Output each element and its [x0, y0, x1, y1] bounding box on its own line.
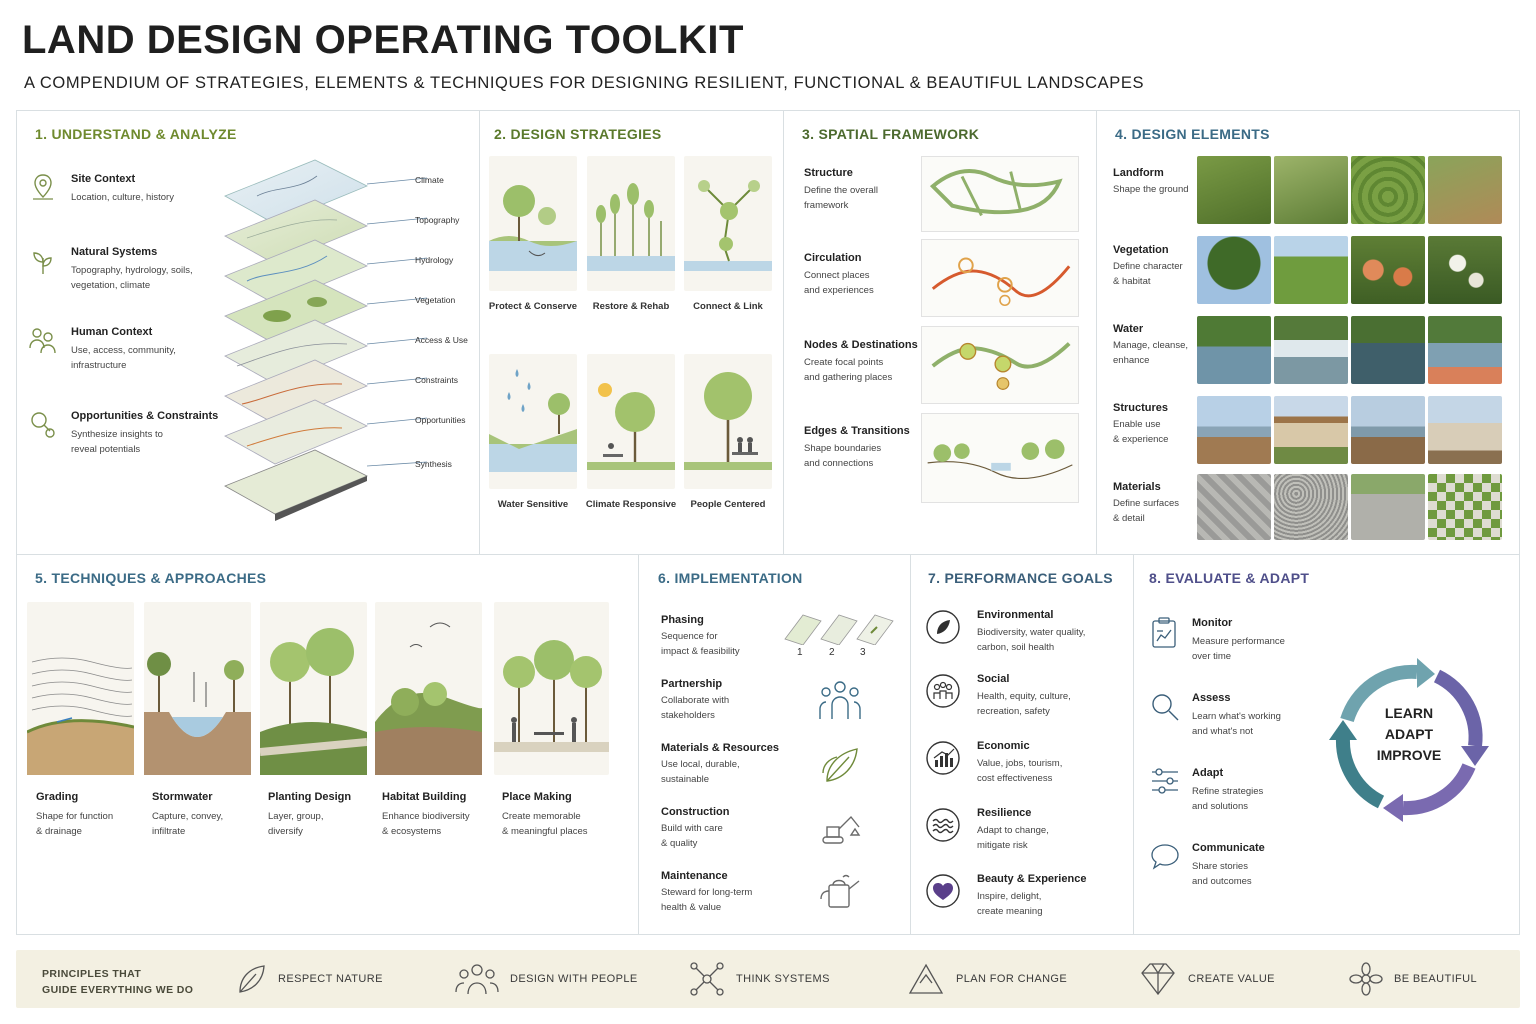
- strategy-card-protect: [489, 156, 577, 291]
- item-desc: and what's not: [1192, 726, 1253, 737]
- materials-photo: [1351, 474, 1425, 540]
- element-item: [1113, 481, 1179, 526]
- landform-photo: [1428, 156, 1502, 224]
- item-desc: Location, culture, history: [71, 192, 174, 203]
- item-desc: Sequence for: [661, 631, 718, 642]
- item-desc: recreation, safety: [977, 706, 1050, 717]
- principle-be-beautiful: [1348, 950, 1477, 1008]
- footer-lead: [42, 966, 193, 998]
- materials-photo: [1197, 474, 1271, 540]
- layer-opportunities: [225, 400, 367, 464]
- item-desc: & ecosystems: [382, 826, 442, 837]
- item-title: Phasing: [661, 614, 704, 626]
- footer-lead-line: PRINCIPLES THAT: [42, 968, 142, 980]
- item-desc: enhance: [1113, 355, 1150, 366]
- item-desc: vegetation, climate: [71, 280, 151, 291]
- item-title: Construction: [661, 806, 730, 818]
- leaf-resources-icon: [819, 743, 863, 785]
- implementation-item: [661, 678, 729, 723]
- technique-card-placemaking: [494, 602, 609, 775]
- strategy-card-connect: [684, 156, 772, 291]
- item-desc: over time: [1192, 651, 1232, 662]
- waves-icon: [925, 807, 961, 843]
- vegetation-photo: [1197, 236, 1271, 304]
- item-title: Nodes & Destinations: [804, 339, 918, 351]
- item-title: Monitor: [1192, 617, 1233, 629]
- item-desc: & drainage: [36, 826, 82, 837]
- panel-techniques-approaches: [16, 554, 639, 935]
- item-title: Landform: [1113, 167, 1164, 179]
- panel-design-strategies: [479, 110, 784, 555]
- item-title: Structures: [1113, 402, 1169, 414]
- item-title: Assess: [1192, 692, 1231, 704]
- item-desc: impact & feasibility: [661, 646, 740, 657]
- technique-card-grading: [27, 602, 134, 775]
- strategy-card-people: [684, 354, 772, 489]
- implementation-item: [661, 806, 729, 851]
- water-photo: [1274, 316, 1348, 384]
- panel-title: 5. TECHNIQUES & APPROACHES: [35, 570, 267, 586]
- footer-lead-line: GUIDE EVERYTHING WE DO: [42, 984, 194, 996]
- panel-title: 6. IMPLEMENTATION: [658, 570, 803, 586]
- strategy-label: Water Sensitive: [497, 499, 569, 510]
- item-desc: Measure performance: [1192, 636, 1285, 647]
- technique-card-habitat: [375, 602, 482, 775]
- construction-excavator-icon: [819, 807, 863, 849]
- item-title: Edges & Transitions: [804, 425, 910, 437]
- technique-item: [382, 791, 470, 839]
- heart-icon: [925, 873, 961, 909]
- edges-diagram: [921, 413, 1079, 503]
- item-desc: infiltrate: [152, 826, 186, 837]
- panel-understand-analyze: [16, 110, 480, 555]
- item-title: Economic: [977, 740, 1030, 752]
- placemaking-sketch: [494, 602, 609, 775]
- triangle-cycle-icon: [906, 961, 946, 997]
- nodes-diagram: [921, 326, 1079, 404]
- sliders-icon: [1150, 767, 1180, 795]
- item-title: Beauty & Experience: [977, 873, 1087, 885]
- item-desc: Health, equity, culture,: [977, 691, 1071, 702]
- page-subtitle: A COMPENDIUM OF STRATEGIES, ELEMENTS & TECHNIQUES FOR DESIGNING RESILIENT, FUNCTIONAL & BEAUTIFUL LANDSCAPES: [24, 74, 1145, 92]
- item-desc: Create focal points: [804, 357, 884, 368]
- item-desc: & meaningful places: [502, 826, 588, 837]
- item-desc: Learn what's working: [1192, 711, 1281, 722]
- item-desc: and experiences: [804, 285, 874, 296]
- element-item: [1113, 402, 1168, 447]
- habitat-sketch: [375, 602, 482, 775]
- magnifier-icon: [1150, 692, 1180, 722]
- search-insight-icon: [27, 408, 59, 440]
- water-photo: [1428, 316, 1502, 384]
- people-tree-sketch: [684, 354, 772, 489]
- item-desc: Layer, group,: [268, 811, 324, 822]
- item-desc: framework: [804, 200, 849, 211]
- leaf-outline-icon: [234, 962, 268, 996]
- wetland-planting-sketch: [587, 156, 675, 291]
- panel-implementation: [638, 554, 911, 935]
- principle-label: RESPECT NATURE: [278, 973, 383, 985]
- item-title: Habitat Building: [382, 791, 467, 803]
- speech-bubble-icon: [1150, 842, 1180, 872]
- item-desc: mitigate risk: [977, 840, 1028, 851]
- item-desc: Create memorable: [502, 811, 581, 822]
- technique-item: [36, 791, 113, 839]
- element-item: [1113, 323, 1188, 368]
- item-desc: Topography, hydrology, soils,: [71, 265, 193, 276]
- item-title: Maintenance: [661, 870, 728, 882]
- people-icon: [27, 324, 59, 356]
- structures-photo: [1197, 396, 1271, 464]
- network-sketch: [684, 156, 772, 291]
- technique-item: [152, 791, 223, 839]
- materials-photo: [1428, 474, 1502, 540]
- technique-card-planting: [260, 602, 367, 775]
- strategy-card-climate: [587, 354, 675, 489]
- landform-photo: [1351, 156, 1425, 224]
- structures-photo: [1351, 396, 1425, 464]
- item-desc: cost effectiveness: [977, 773, 1053, 784]
- item-title: Materials & Resources: [661, 742, 779, 754]
- item-desc: diversify: [268, 826, 303, 837]
- landform-photo: [1197, 156, 1271, 224]
- technique-item: [502, 791, 588, 839]
- strategy-label: Protect & Conserve: [488, 301, 578, 312]
- item-desc: carbon, soil health: [977, 642, 1055, 653]
- principle-respect-nature: [234, 950, 383, 1008]
- panel-title: 8. EVALUATE & ADAPT: [1149, 570, 1310, 586]
- principle-label: BE BEAUTIFUL: [1394, 973, 1478, 985]
- vegetation-photo: [1428, 236, 1502, 304]
- bar-chart-icon: [925, 740, 961, 776]
- item-desc: Synthesize insights to: [71, 429, 163, 440]
- item-title: Communicate: [1192, 842, 1265, 854]
- vegetation-photo: [1351, 236, 1425, 304]
- water-photo: [1197, 316, 1271, 384]
- item-title: Site Context: [71, 173, 136, 185]
- panel-title: 7. PERFORMANCE GOALS: [928, 570, 1113, 586]
- item-title: Environmental: [977, 609, 1054, 621]
- item-desc: Adapt to change,: [977, 825, 1049, 836]
- watering-can-icon: [817, 871, 863, 913]
- panel-title: 2. DESIGN STRATEGIES: [494, 126, 662, 142]
- item-title: Resilience: [977, 807, 1032, 819]
- vegetation-photo: [1274, 236, 1348, 304]
- panel-title: 3. SPATIAL FRAMEWORK: [802, 126, 980, 142]
- element-item: [1113, 167, 1189, 197]
- page-title: LAND DESIGN OPERATING TOOLKIT: [22, 18, 744, 62]
- leaf-icon: [925, 609, 961, 645]
- phasing-maps-icon: [781, 611, 897, 645]
- item-desc: infrastructure: [71, 360, 127, 371]
- clipboard-chart-icon: [1150, 617, 1178, 649]
- layer-label: Hydrology: [415, 255, 454, 265]
- principle-think-systems: [688, 950, 830, 1008]
- item-desc: Define character: [1113, 261, 1183, 272]
- panel-spatial-framework: [783, 110, 1097, 555]
- cycle-label-improve: IMPROVE: [1376, 747, 1442, 763]
- item-title: Planting Design: [268, 791, 352, 803]
- layer-label: Climate: [415, 175, 444, 185]
- item-desc: Manage, cleanse,: [1113, 340, 1188, 351]
- item-title: Social: [977, 673, 1010, 685]
- item-desc: stakeholders: [661, 710, 715, 721]
- item-title: Place Making: [502, 791, 572, 803]
- layer-label: Synthesis: [415, 459, 452, 469]
- item-desc: Value, jobs, tourism,: [977, 758, 1063, 769]
- strategy-card-water: [489, 354, 577, 489]
- layer-label: Opportunities: [415, 415, 466, 425]
- item-desc: Enhance biodiversity: [382, 811, 470, 822]
- cycle-label-adapt: ADAPT: [1384, 726, 1434, 742]
- item-desc: Use, access, community,: [71, 345, 176, 356]
- layer-label: Topography: [415, 215, 460, 225]
- diamond-icon: [1138, 961, 1178, 997]
- layer-synthesis: [225, 450, 367, 521]
- item-title: Vegetation: [1113, 244, 1169, 256]
- item-title: Natural Systems: [71, 246, 158, 258]
- principle-label: DESIGN WITH PEOPLE: [510, 973, 638, 985]
- network-nodes-icon: [688, 960, 726, 998]
- structures-photo: [1428, 396, 1502, 464]
- item-desc: Inspire, delight,: [977, 891, 1042, 902]
- structures-photo: [1274, 396, 1348, 464]
- item-title: Materials: [1113, 481, 1161, 493]
- item-desc: Steward for long-term: [661, 887, 753, 898]
- structure-diagram: [921, 156, 1079, 232]
- item-desc: Refine strategies: [1192, 786, 1264, 797]
- item-title: Water: [1113, 323, 1144, 335]
- item-desc: and solutions: [1192, 801, 1248, 812]
- layer-label: Access & Use: [415, 335, 468, 345]
- item-desc: & detail: [1113, 513, 1145, 524]
- grading-sketch: [27, 602, 134, 775]
- item-title: Circulation: [804, 252, 862, 264]
- element-item: [1113, 244, 1183, 289]
- strategy-card-restore: [587, 156, 675, 291]
- item-title: Adapt: [1192, 767, 1224, 779]
- strategy-label: People Centered: [690, 499, 766, 510]
- item-desc: and connections: [804, 458, 874, 469]
- phase-number: 2: [829, 647, 835, 658]
- strategy-label: Restore & Rehab: [592, 301, 670, 312]
- strategy-label: Climate Responsive: [585, 499, 677, 510]
- item-desc: Capture, convey,: [152, 811, 224, 822]
- framework-item: [804, 425, 910, 471]
- group-people-icon: [454, 962, 500, 996]
- tree-water-sketch: [489, 156, 577, 291]
- item-desc: reveal potentials: [71, 444, 141, 455]
- item-desc: health & value: [661, 902, 722, 913]
- item-desc: & experience: [1113, 434, 1169, 445]
- item-desc: Shape the ground: [1113, 184, 1189, 195]
- principle-design-with-people: [454, 950, 638, 1008]
- strategy-label: Connect & Link: [693, 301, 763, 312]
- item-desc: Define the overall: [804, 185, 878, 196]
- implementation-item: [661, 614, 740, 659]
- community-icon: [925, 673, 961, 709]
- item-desc: Biodiversity, water quality,: [977, 627, 1086, 638]
- item-desc: Shape for function: [36, 811, 114, 822]
- phase-number: 3: [860, 647, 866, 658]
- plant-icon: [27, 244, 59, 276]
- circulation-diagram: [921, 239, 1079, 317]
- item-desc: Connect places: [804, 270, 870, 281]
- panel-evaluate-adapt: [1133, 554, 1520, 935]
- item-title: Human Context: [71, 326, 153, 338]
- principle-label: THINK SYSTEMS: [736, 973, 830, 985]
- panel-performance-goals: [910, 554, 1134, 935]
- framework-item: [804, 252, 874, 298]
- item-desc: and gathering places: [804, 372, 893, 383]
- item-desc: & habitat: [1113, 276, 1151, 287]
- principle-label: PLAN FOR CHANGE: [956, 973, 1068, 985]
- panel-design-elements: [1096, 110, 1520, 555]
- item-desc: & quality: [661, 838, 698, 849]
- landform-photo: [1274, 156, 1348, 224]
- principle-create-value: [1138, 950, 1275, 1008]
- partnership-people-icon: [817, 679, 863, 721]
- layer-label: Constraints: [415, 375, 458, 385]
- item-desc: Enable use: [1113, 419, 1161, 430]
- materials-photo: [1274, 474, 1348, 540]
- technique-card-stormwater: [144, 602, 251, 775]
- location-pin-icon: [27, 171, 59, 203]
- cycle-label-learn: LEARN: [1384, 705, 1434, 721]
- phase-number: 1: [797, 647, 803, 658]
- item-title: Stormwater: [152, 791, 213, 803]
- rain-water-sketch: [489, 354, 577, 489]
- layered-analysis-maps: [217, 156, 467, 536]
- implementation-item: [661, 742, 779, 787]
- flower-icon: [1348, 961, 1384, 997]
- principle-label: CREATE VALUE: [1188, 973, 1275, 985]
- technique-item: [268, 791, 351, 839]
- item-title: Partnership: [661, 678, 723, 690]
- layer-label: Vegetation: [415, 295, 456, 305]
- item-desc: sustainable: [661, 774, 710, 785]
- item-desc: Share stories: [1192, 861, 1248, 872]
- item-title: Opportunities & Constraints: [71, 410, 219, 422]
- item-desc: Define surfaces: [1113, 498, 1180, 509]
- framework-item: [804, 167, 878, 213]
- item-desc: Use local, durable,: [661, 759, 740, 770]
- item-desc: Collaborate with: [661, 695, 730, 706]
- item-title: Grading: [36, 791, 79, 803]
- water-photo: [1351, 316, 1425, 384]
- sun-tree-sketch: [587, 354, 675, 489]
- panel-title: 1. UNDERSTAND & ANALYZE: [35, 126, 237, 142]
- item-desc: and outcomes: [1192, 876, 1252, 887]
- stormwater-sketch: [144, 602, 251, 775]
- principle-plan-for-change: [906, 950, 1067, 1008]
- framework-item: [804, 339, 918, 385]
- item-title: Structure: [804, 167, 853, 179]
- item-desc: Build with care: [661, 823, 723, 834]
- panel-title: 4. DESIGN ELEMENTS: [1115, 126, 1270, 142]
- implementation-item: [661, 870, 752, 915]
- item-desc: create meaning: [977, 906, 1043, 917]
- planting-sketch: [260, 602, 367, 775]
- item-desc: Shape boundaries: [804, 443, 882, 454]
- principles-footer: [16, 950, 1520, 1008]
